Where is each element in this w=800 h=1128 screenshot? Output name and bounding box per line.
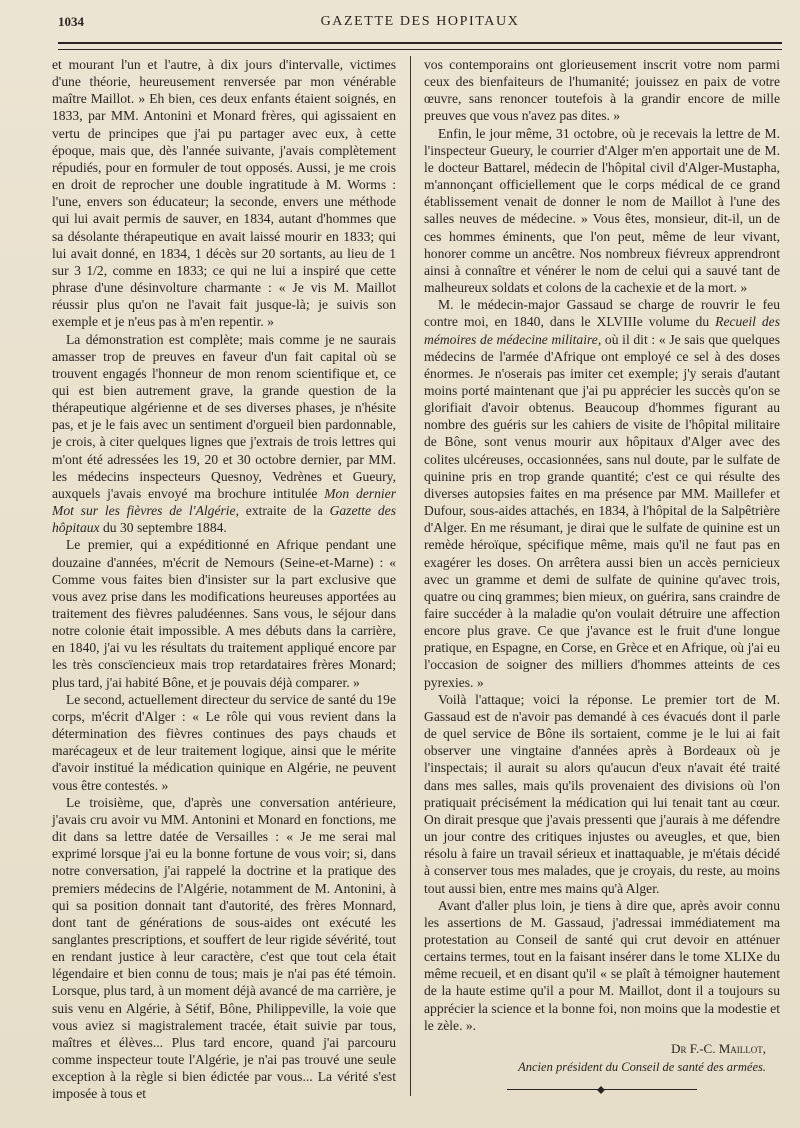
left-paragraph-2-text: La démonstration est complète; mais comme je ne saurais amasser trop de preuves en faveur d'un fait capital où se trouvent engagés l'honneur de mon renom scientifique et, ce qui est bien autrement grave, la grande question de la thérapeutique algérienne et de ses diverses phases, je n'hésite pas, et je le fais avec un sentiment d'orgueil bien pardonnable, je crois, à citer quelques lignes que j'extrais de trois lettres qui m'ont été adressées les 19, 20 et 30 octobre dernier, par MM. les médecins inspecteurs Quesnoy, Vedrènes et Gueury, auxquels j'avais envoyé ma brochure intitulée (52, 331, 396, 501)
right-paragraph-4: Voilà l'attaque; voici la réponse. Le premier tort de M. Gassaud est de n'avoir pas demandé à ces évacués dont il parle de quel service de Bône ils sortaient, comme je le lui ai fait observer une vingtaine d'années après à Bordeaux où je l'inspectais; il aurait su alors qu'aucun d'eux n'avait été traité dans mes salles, mais qu'ils provenaient des divisions où l'on pratiquait précisément la médication qui lui tenait tant au cœur. On dirait presque que j'avais pressenti que j'aurais à me défendre un jour contre des critiques injustes ou aveugles, et que, bien résolu à faire un travail sérieux et inattaquable, je m'étais décidé à conserver tous mes malades, que je croyais, du reste, au moins tout aussi bien, entre mes mains qu'à Alger. (424, 691, 780, 896)
left-paragraph-2-end: du 30 septembre 1884. (102, 520, 227, 536)
right-paragraph-2: Enfin, le jour même, 31 octobre, où je recevais la lettre de M. l'inspecteur Gueury, le courrier d'Alger m'en apportait une de M. le docteur Battarel, médecin de l'hôpital civil d'Alger-Mustapha, m'annonçant officiellement que le corps médical de ce grand établissement venait de donner le nom de Maillot à l'une des salles neuves de médecine. » Vous êtes, monsieur, dit-il, un de ces hommes éminents, que l'on peut, même de leur vivant, honorer comme un ancêtre. Nos nombreux fiévreux apprendront ainsi à connaître et vénérer le nom de celui qui a sauvé tant de malheureux soldats et colons de la cachexie et de la mort. » (424, 125, 780, 296)
gazette-title: Gazette des hôpitaux (52, 503, 396, 536)
right-paragraph-3-end: où il dit : « Je sais que quelques médecins de l'armée d'Afrique ont employé ce sel à des doses énormes. Je n'oserais pas imiter cet exemple; j'y serais d'autant moins porté maintenant que j'ai pu apprécier les succès qu'on se glorifiait d'avoir obtenus. Beaucoup d'hommes figurant au nombre des guéris sur les cahiers de visite de l'hôpital militaire de Bône, sont venus mourir aux hôpitaux d'Alger avec des colites ulcéreuses, occasionnées, sans nul doute, par le sulfate de quinine pris en trop grande quantité; c'est ce qui résulte des diverses autopsies faites en ma présence par MM. Maillefer et Dufour, sous-aides attachés, en 1834, à l'hôpital de la Salpêtrière d'Alger. En me résumant, je dirai que le sulfate de quinine est un remède héroïque, spécifique même, mais qu'il ne faut pas en exagérer les doses. On arrêtera aussi bien un accès pernicieux avec un gramme et demi de sulfate de quinine qu'avec trois, quatre ou cinq grammes; bien mieux, on guérira, sans craindre de faire succéder à la maladie qu'on voulait détruire une affection encore plus grave. Ce que j'avance est le fruit d'une longue pratique, en Espagne, en Corse, en Grèce et en Afrique, où j'ai eu l'occasion de soigner des milliers d'hommes atteints de ces pyrexies. » (424, 331, 780, 690)
journal-title: GAZETTE DES HOPITAUX (320, 14, 520, 29)
left-paragraph-5: Le troisième, que, d'après une conversation antérieure, j'avais cru avoir vu MM. Antonini et Monard en fonctions, me dit dans sa lettre datée de Versailles : « Je me serai mal exprimé lorsque j'ai eu la bonne fortune de vous voir; si, dans notre conversation, j'ai rappelé la doctrine et la pratique des premiers médecins de l'Algérie, notamment de M. Antonini, à qui sa position donnait tant d'autorité, des frères Monnard, dont tant de générations de sous-aides ont exécuté les sanglantes prescriptions, et souffert de leur rigide sévérité, tout en rendant justice à leur caractère, c'est que tout cela était légendaire et bien connu de tous; mais je n'ai pas été témoin. Lorsque, plus tard, à un moment déjà avancé de ma carrière, je suis venu en Algérie, à Sétif, Bône, Philippeville, la voie que vous aviez si magistralement tracée, était suivie par tous, maîtres et élèves... Plus tard encore, quand j'ai parcouru comme inspecteur toute l'Algérie, je n'ai pas trouvé une seule exception à la règle si bien édictée par vous... La vérité s'est imposée à tous et (52, 794, 396, 1102)
signature-block (424, 1040, 766, 1076)
right-paragraph-3 (424, 296, 780, 691)
recueil-title: Recueil des mémoires de médecine militaire, (424, 314, 780, 347)
page-header (58, 14, 782, 38)
signature-name: Dr F.-C. Maillot, (671, 1040, 766, 1056)
page-number: 1034 (58, 14, 84, 29)
right-paragraph-3-text: M. le médecin-major Gassaud se charge de rouvrir le feu contre moi, en 1840, dans le XLVIIIe volume du (424, 297, 780, 330)
left-paragraph-1: et mourant l'un et l'autre, à dix jours d'intervalle, victimes d'une théorie, heureusement renversée par mon vénérable maître Maillot. » Eh bien, ces deux enfants étaient soignés, en 1833, par MM. Antonini et Monard frères, qui agissaient en vertu de principes que j'ai pu partager avec eux, à cette époque, mais que, dès l'année suivante, j'avais complètement répudiés, pour en formuler de tout opposés. Aussi, je me crois en droit de reprocher une double ingratitude à M. Worms : l'une, envers son éducateur; la seconde, envers une méthode qui lui avait permis de sauver, en 1834, autant d'hommes que sa désolante thérapeutique en avait laissé mourir en 1833; qui lui avait donné, en 1834, 1 décès sur 20 sortants, au lieu de 1 sur 3 1/2, comme en 1833; ce qui ne lui a inspiré que cette phrase d'une désinvolture charmante : « Je vis M. Maillot réussir plus qu'on ne l'avait fait jusque-là; je suivis son exemple et je n'eus pas à m'en repentir. » (52, 57, 396, 330)
signature-title: Ancien président du Conseil de santé des armées. (518, 1060, 766, 1075)
end-ornament (507, 1086, 697, 1094)
column-divider (410, 56, 411, 1096)
right-column (424, 56, 780, 1094)
header-double-rule (58, 42, 782, 50)
left-paragraph-3: Le premier, qui a expéditionné en Afrique pendant une douzaine d'années, m'écrit de Nemours (Seine-et-Marne) : « Comme vous faites bien d'insister sur la part exclusive que vous avez prise dans les modifications heureuses apportées au traitement des fièvres paludéennes. Sans vous, le séjour dans notre colonie était impossible. A mes débuts dans la carrière, en 1840, j'ai vu les résultats du traitement appliqué encore par les très conscïencieux mais trop retardataires frères Monard; plus tard, j'ai habité Bône, et je pouvais déjà comparer. » (52, 537, 396, 690)
left-paragraph-2-mid: extraite de la (245, 503, 323, 519)
left-paragraph-2 (52, 331, 396, 537)
brochure-title: Mon dernier Mot sur les fièvres de l'Algérie, (52, 485, 396, 519)
left-paragraph-4: Le second, actuellement directeur du service de santé du 19e corps, m'écrit d'Alger : « Le rôle qui vous revient dans la détermination des fièvres continues des pays chauds et marécageux et de leur traitement logique, ainsi que le mérite d'avoir institué la médication quinique en Algérie, ne peuvent vous être contestés. » (52, 691, 396, 793)
left-column (52, 56, 396, 1103)
right-paragraph-1: vos contemporains ont glorieusement inscrit votre nom parmi ceux des bienfaiteurs de l'humanité; jouissez en paix de votre œuvre, sans renoncer toutefois à la grandir encore de mille preuves que vous n'avez pas dites. » (424, 57, 780, 124)
right-paragraph-5: Avant d'aller plus loin, je tiens à dire que, après avoir connu les assertions de M. Gassaud, j'adressai immédiatement ma protestation au Conseil de santé qui crut devoir en atténuer certains termes, tout en la faisant insérer dans le tome XLIXe du même recueil, et en disant qu'il « se plaît à témoigner hautement de la haute estime qu'il a pour M. Maillot, dont il a toujours su apprécier la science et la bonne foi, non moins que la modestie et le zèle. ». (424, 897, 780, 1033)
end-rule-diamond (597, 1086, 605, 1094)
